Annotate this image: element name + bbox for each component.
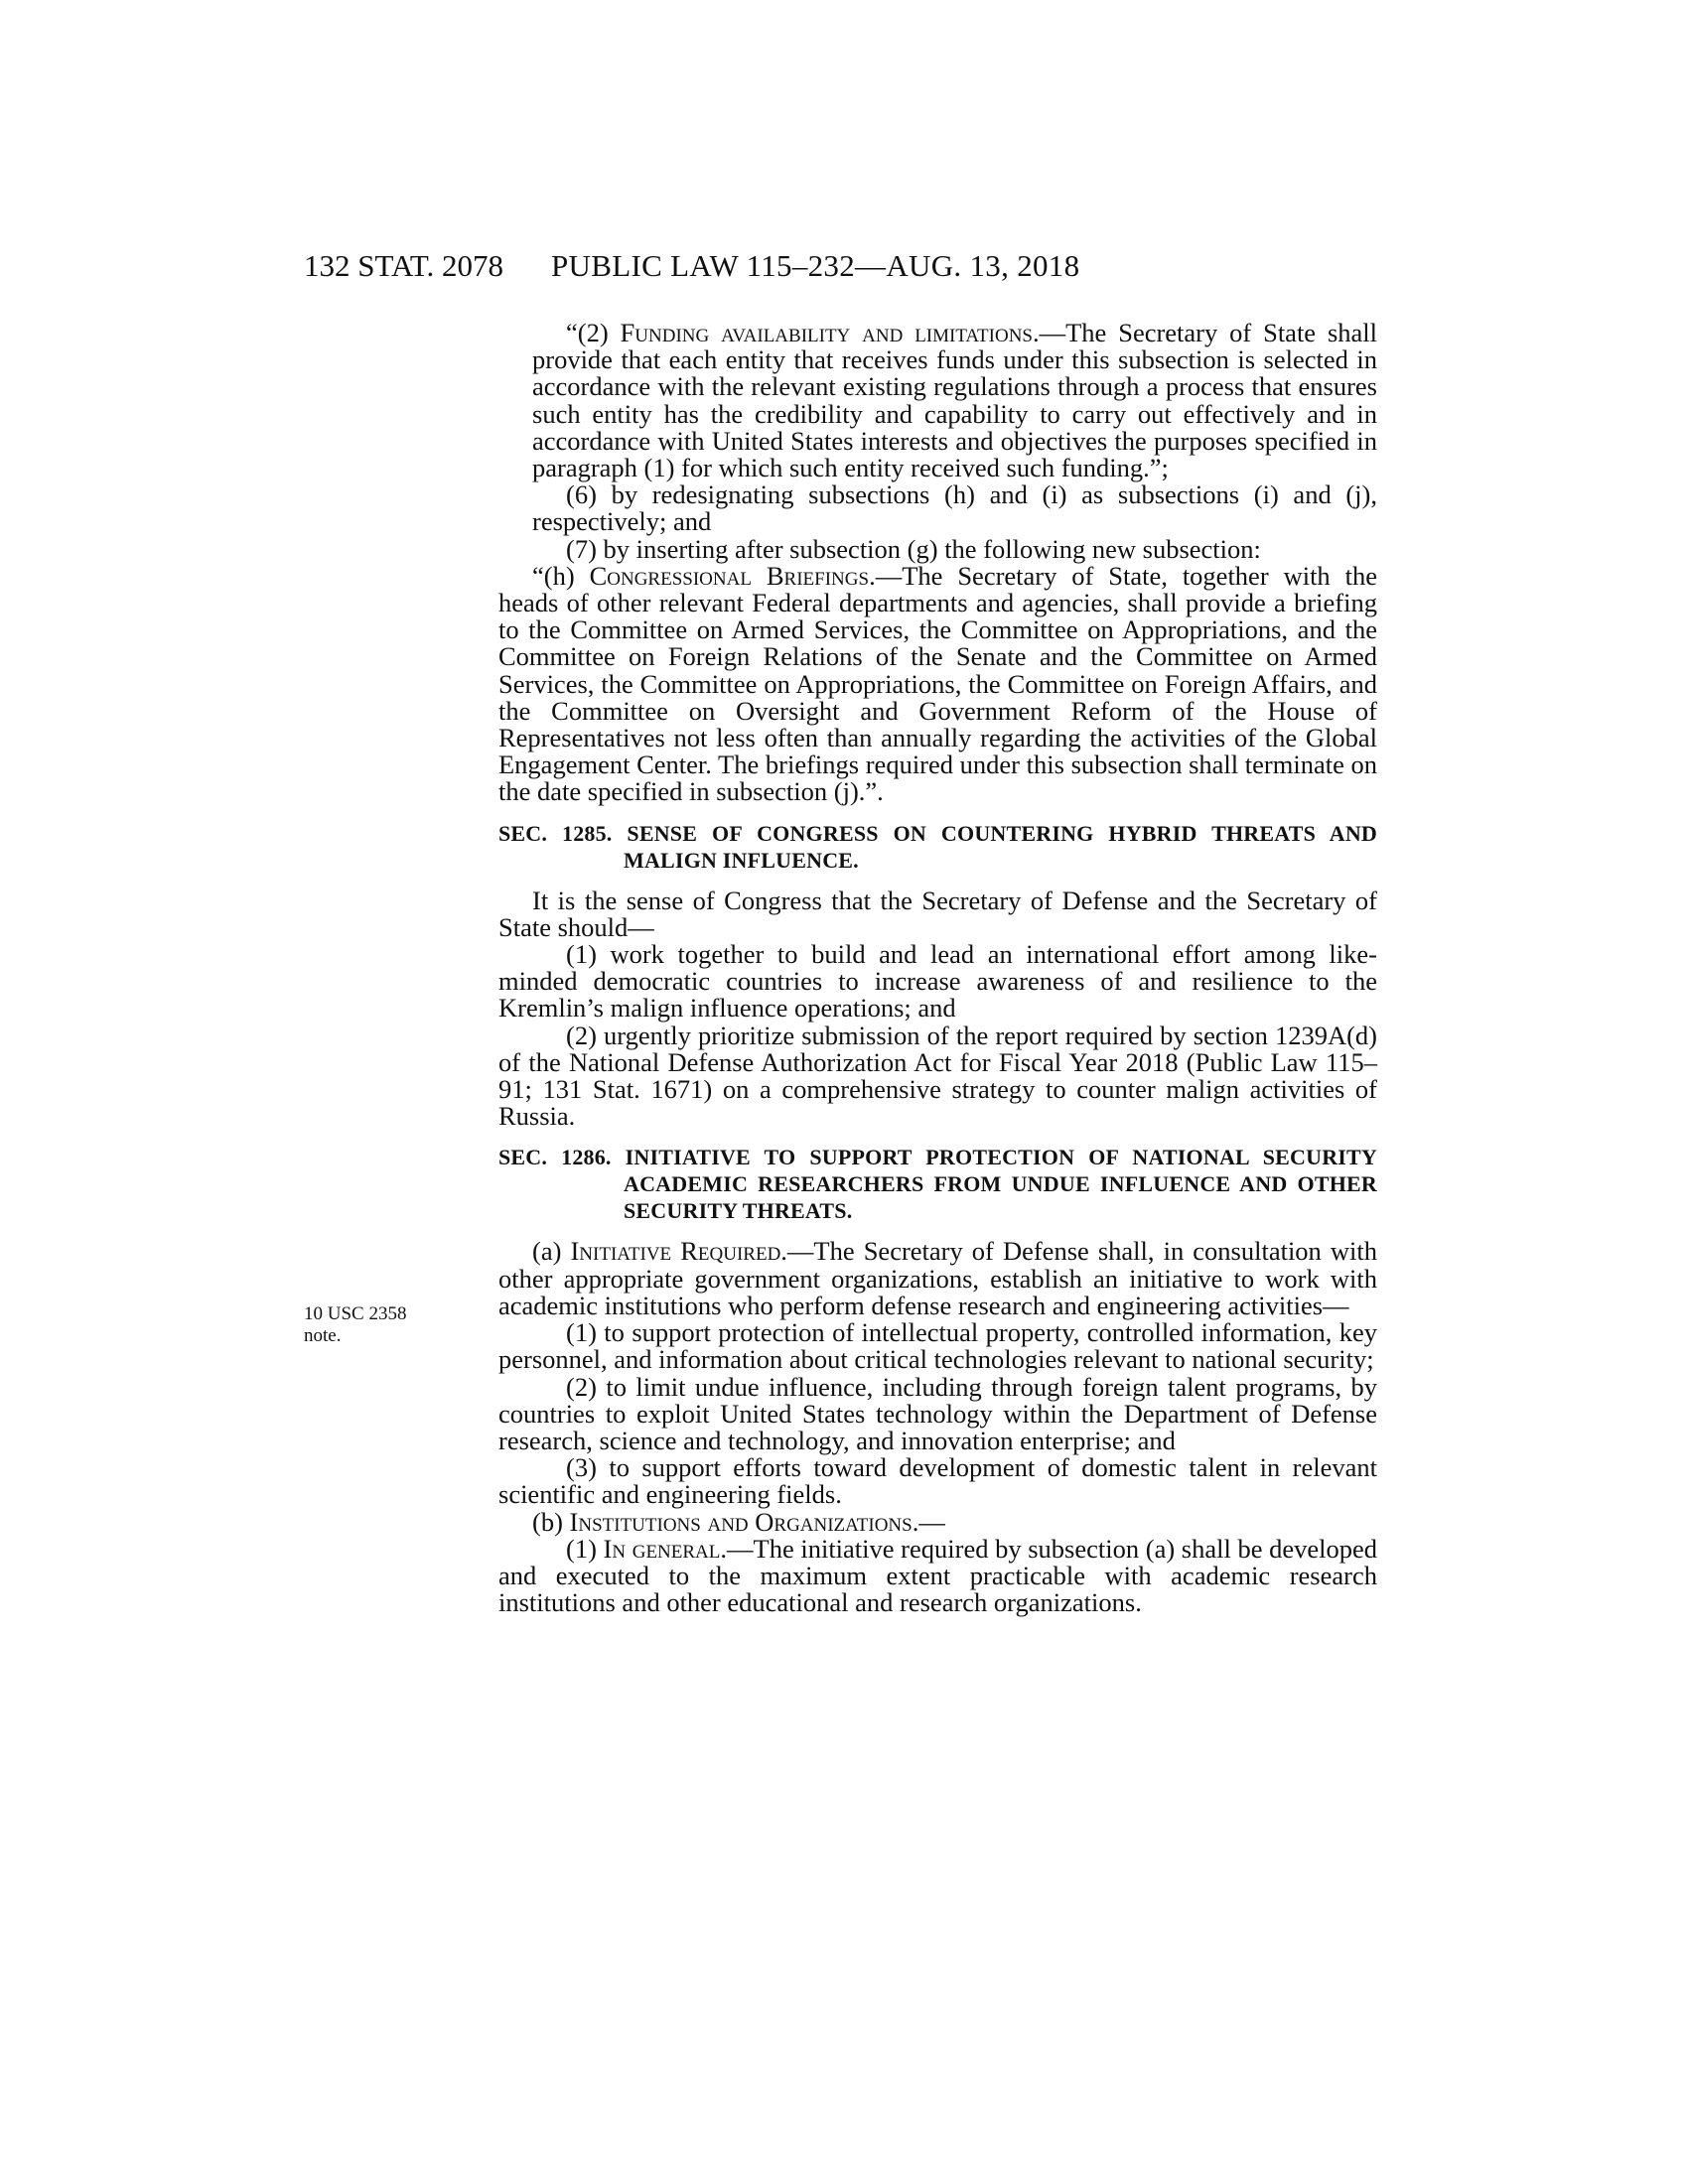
paragraph-text: .—The Secretary of Defense shall, in consultation with other appropriate government organizations, establish an initiative to work with academic institutions who perform defense research and engineering activities—: [498, 1236, 1377, 1320]
paragraph-initiative-required: [498, 1238, 1377, 1319]
paragraph-number: (b): [532, 1506, 570, 1537]
paragraph-prioritize-report: (2) urgently prioritize submission of the report required by section 1239A(d) of the National Defense Authorization Act for Fiscal Year 2018 (Public Law 115–91; 131 Stat. 1671) on a comprehensive strategy to counter malign activities of Russia.: [498, 1020, 1377, 1132]
paragraph-inserting: (7) by inserting after subsection (g) the following new subsection:: [566, 533, 1261, 564]
margin-note-line-2: note.: [304, 1325, 342, 1346]
paragraph-limit-influence: (2) to limit undue influence, including through foreign talent programs, by countries to exploit United States technology within the Department of Defense research, science and technology, and innovation enterprise; and: [498, 1371, 1377, 1455]
paragraph-congressional-briefings: [498, 560, 1377, 807]
public-law-title: PUBLIC LAW 115–232—AUG. 13, 2018: [551, 248, 1080, 283]
paragraph-text: .—The Secretary of State, together with the heads of other relevant Federal departments and agencies, shall provide a briefing to the Committee on Armed Services, the Committee on Appropriations, and the Committee on Foreign Relations of the Senate and the Committee on Armed Services, the Committee on Appropriations, the Committee on Foreign Affairs, and the Committee on Oversight and Government Reform of the House of Representatives not less often than annually regarding the activities of the Global Engagement Center. The briefings required under this subsection shall terminate on the date specified in subsection (j).”.: [498, 560, 1377, 807]
paragraph-text: .—The Secretary of State shall provide that each entity that receives funds under this subsection is selected in accordance with the relevant existing regulations through a process that ensures such entity has the credibility and capability to carry out effectively and in accordance with United States interests and objectives the purposes specified in paragraph (1) for which such entity received such funding.”;: [532, 318, 1377, 483]
paragraph-sense-of-congress: It is the sense of Congress that the Secretary of Defense and the Secretary of State should—: [498, 885, 1377, 942]
paragraph-redesignating: (6) by redesignating subsections (h) and (i) as subsections (i) and (j), respectively; and: [532, 479, 1377, 537]
paragraph-number: “(2): [566, 318, 621, 347]
paragraph-work-together: (1) work together to build and lead an international effort among like-minded democratic countries to increase awareness of and resilience to the Kremlin’s malign influence operations; and: [498, 939, 1377, 1024]
page-header: [0, 248, 1688, 288]
paragraph-heading: Funding availability and limitations: [620, 318, 1033, 347]
paragraph-heading: In general: [603, 1533, 721, 1564]
margin-note: [304, 1303, 453, 1347]
paragraph-number: (a): [532, 1236, 571, 1267]
paragraph-heading: Congressional Briefings: [589, 560, 870, 591]
margin-note-line-1: 10 USC 2358: [304, 1303, 407, 1324]
paragraph-domestic-talent: (3) to support efforts toward development of domestic talent in relevant scientific and engineering fields.: [498, 1452, 1377, 1510]
paragraph-protect-ip: (1) to support protection of intellectual property, controlled information, key personnel, and information about critical technologies relevant to national security;: [498, 1317, 1377, 1375]
paragraph-heading: Initiative Required: [570, 1236, 781, 1267]
paragraph-in-general: [498, 1533, 1378, 1618]
paragraph-institutions-heading: [498, 1506, 1377, 1537]
section-heading-1285: SEC. 1285. SENSE OF CONGRESS ON COUNTERING HYBRID THREATS AND MALIGN INFLUENCE.: [498, 820, 1377, 873]
paragraph-number: (1): [566, 1533, 604, 1564]
section-heading-1286: SEC. 1286. INITIATIVE TO SUPPORT PROTECTION OF NATIONAL SECURITY ACADEMIC RESEARCHERS FROM UNDUE INFLUENCE AND OTHER SECURITY THREATS.: [498, 1145, 1377, 1224]
paragraph-funding-availability: [498, 320, 1377, 481]
paragraph-text: .—The initiative required by subsection (a) shall be developed and executed to the maximum extent practicable with academic research institutions and other educational and research organizations.: [498, 1533, 1378, 1618]
paragraph-heading: Institutions and Organizations: [569, 1506, 913, 1537]
document-body: [498, 320, 1377, 1616]
stat-page-number: 132 STAT. 2078: [304, 248, 504, 283]
paragraph-number: “(h): [532, 560, 590, 591]
paragraph-text: .—: [912, 1506, 945, 1537]
